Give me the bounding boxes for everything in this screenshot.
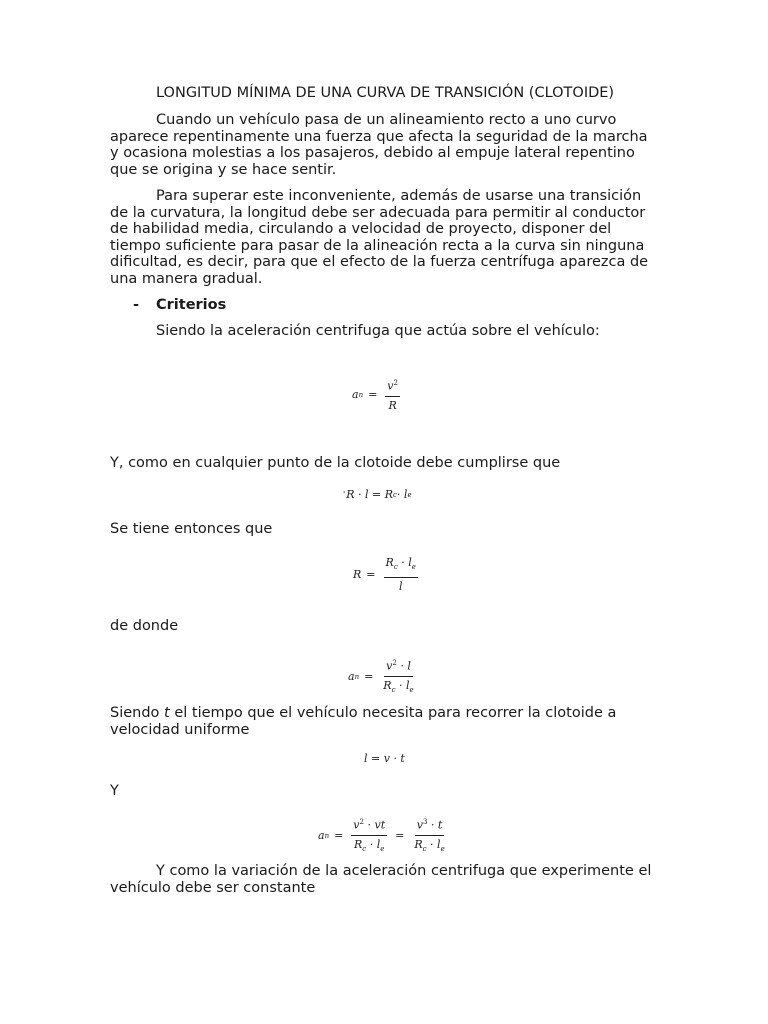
para7-t-variable: t <box>164 705 170 721</box>
section-heading-criterios: Criterios <box>156 297 227 313</box>
eq1-fraction <box>385 375 400 415</box>
document-title: LONGITUD MÍNIMA DE UNA CURVA DE TRANSICIÓN (CLOTOIDE) <box>156 85 615 101</box>
eq6-den2-sub2: e <box>440 845 445 854</box>
equation-length-velocity <box>364 751 405 768</box>
equation-radius <box>353 555 421 595</box>
equation-clotoide-condition <box>343 487 412 504</box>
eq4-num-rest: · l <box>396 659 411 673</box>
eq4-den-sub1: c <box>391 686 396 695</box>
paragraph-intro: Cuando un vehículo pasa de un alineamiento recto a uno curvo aparece repentinamente una fuerza que afecta la seguridad de la marcha y ocasiona molestias a los pasajeros, debido al empuje lateral repentino que se origina y se hace sentir. <box>110 112 648 178</box>
eq2-mid: · l <box>396 488 408 501</box>
eq2-sub2: e <box>407 491 412 499</box>
paragraph-centrifugal: Siendo la aceleración centrifuga que actúa sobre el vehículo: <box>156 323 600 339</box>
eq3-num-sub2: e <box>411 563 416 572</box>
eq1-num-sup: 2 <box>393 379 398 387</box>
eq6-equals-2: = <box>395 828 405 842</box>
paragraph-de-donde: de donde <box>110 618 179 634</box>
eq6-den1-sub2: e <box>380 845 385 854</box>
paragraph-variation: Y como la variación de la aceleración centrifuga que experimente el vehículo debe ser constante <box>110 863 652 896</box>
eq4-num-sup: 2 <box>392 659 397 667</box>
paragraph-entonces: Se tiene entonces que <box>110 521 273 537</box>
eq6-lhs: a <box>318 828 325 842</box>
eq3-num-sub1: c <box>393 563 398 572</box>
eq6-num2: v <box>416 818 423 832</box>
para7-text-a: Siendo <box>110 705 165 721</box>
paragraph-clotoide-condition: Y, como en cualquier punto de la clotoide debe cumplirse que <box>110 455 561 471</box>
eq6-den1-sub1: c <box>362 845 367 854</box>
eq6-num2-sup: 3 <box>422 818 428 826</box>
paragraph-y: Y <box>110 783 119 799</box>
eq6-equals-1: = <box>334 828 344 842</box>
equation-acceleration-length <box>348 655 419 699</box>
para7-text-b: el tiempo que el vehículo necesita para recorrer la clotoide a velocidad uniforme <box>110 705 617 738</box>
eq3-den: l <box>398 579 403 593</box>
eq3-equals: = <box>366 567 376 581</box>
eq6-den2-mid: · l <box>426 838 441 852</box>
eq4-lhs: a <box>348 669 355 683</box>
eq6-num1-rest: · vt <box>363 818 386 832</box>
eq1-den: R <box>388 399 397 413</box>
eq4-den: R <box>383 679 392 693</box>
eq4-lhs-sub: n <box>354 672 360 681</box>
eq6-den1-mid: · l <box>366 838 381 852</box>
eq4-den-sub2: e <box>409 686 414 695</box>
eq6-fraction-1 <box>351 814 387 858</box>
eq1-lhs-sub: n <box>358 390 364 399</box>
eq3-num: R <box>385 556 394 569</box>
eq3-lhs: R <box>353 567 362 581</box>
eq6-den2: R <box>414 838 423 852</box>
equation-centrifugal-acceleration <box>352 375 403 415</box>
eq2-sub1: c <box>393 491 397 499</box>
eq6-num2-rest: · t <box>427 818 443 832</box>
eq4-fraction <box>381 655 415 699</box>
eq6-num1-sup: 2 <box>359 818 364 826</box>
eq4-num: v <box>386 659 393 673</box>
eq5-text: l = v · t <box>364 752 405 765</box>
eq2-mark: ' <box>343 490 346 499</box>
eq6-den2-sub1: c <box>422 845 427 854</box>
eq1-lhs: a <box>352 387 359 401</box>
eq4-den-mid: · l <box>395 679 410 693</box>
bullet-marker: - <box>133 297 140 313</box>
eq3-fraction <box>384 555 418 595</box>
eq6-num1: v <box>353 818 360 832</box>
eq1-num: v <box>387 379 394 393</box>
eq4-equals: = <box>364 669 374 683</box>
eq1-equals: = <box>368 387 378 401</box>
eq6-lhs-sub: n <box>324 831 330 840</box>
equation-acceleration-time <box>318 814 450 858</box>
paragraph-time <box>110 705 658 738</box>
eq2-text: R · l = R <box>346 488 393 501</box>
eq6-den1: R <box>354 838 363 852</box>
eq3-num-mid: · l <box>397 556 412 569</box>
paragraph-inconvenience: Para superar este inconveniente, además de usarse una transición de la curvatura, la longitud debe ser adecuada para permitir al conductor de habilidad media, circulando a velocidad de proyecto, disponer del tiempo suficiente para pasar de la alineación recta a la curva sin ninguna dificultad, es decir, para que el efecto de la fuerza centrífuga aparezca de una manera gradual. <box>110 188 649 287</box>
eq6-fraction-2 <box>412 814 446 858</box>
